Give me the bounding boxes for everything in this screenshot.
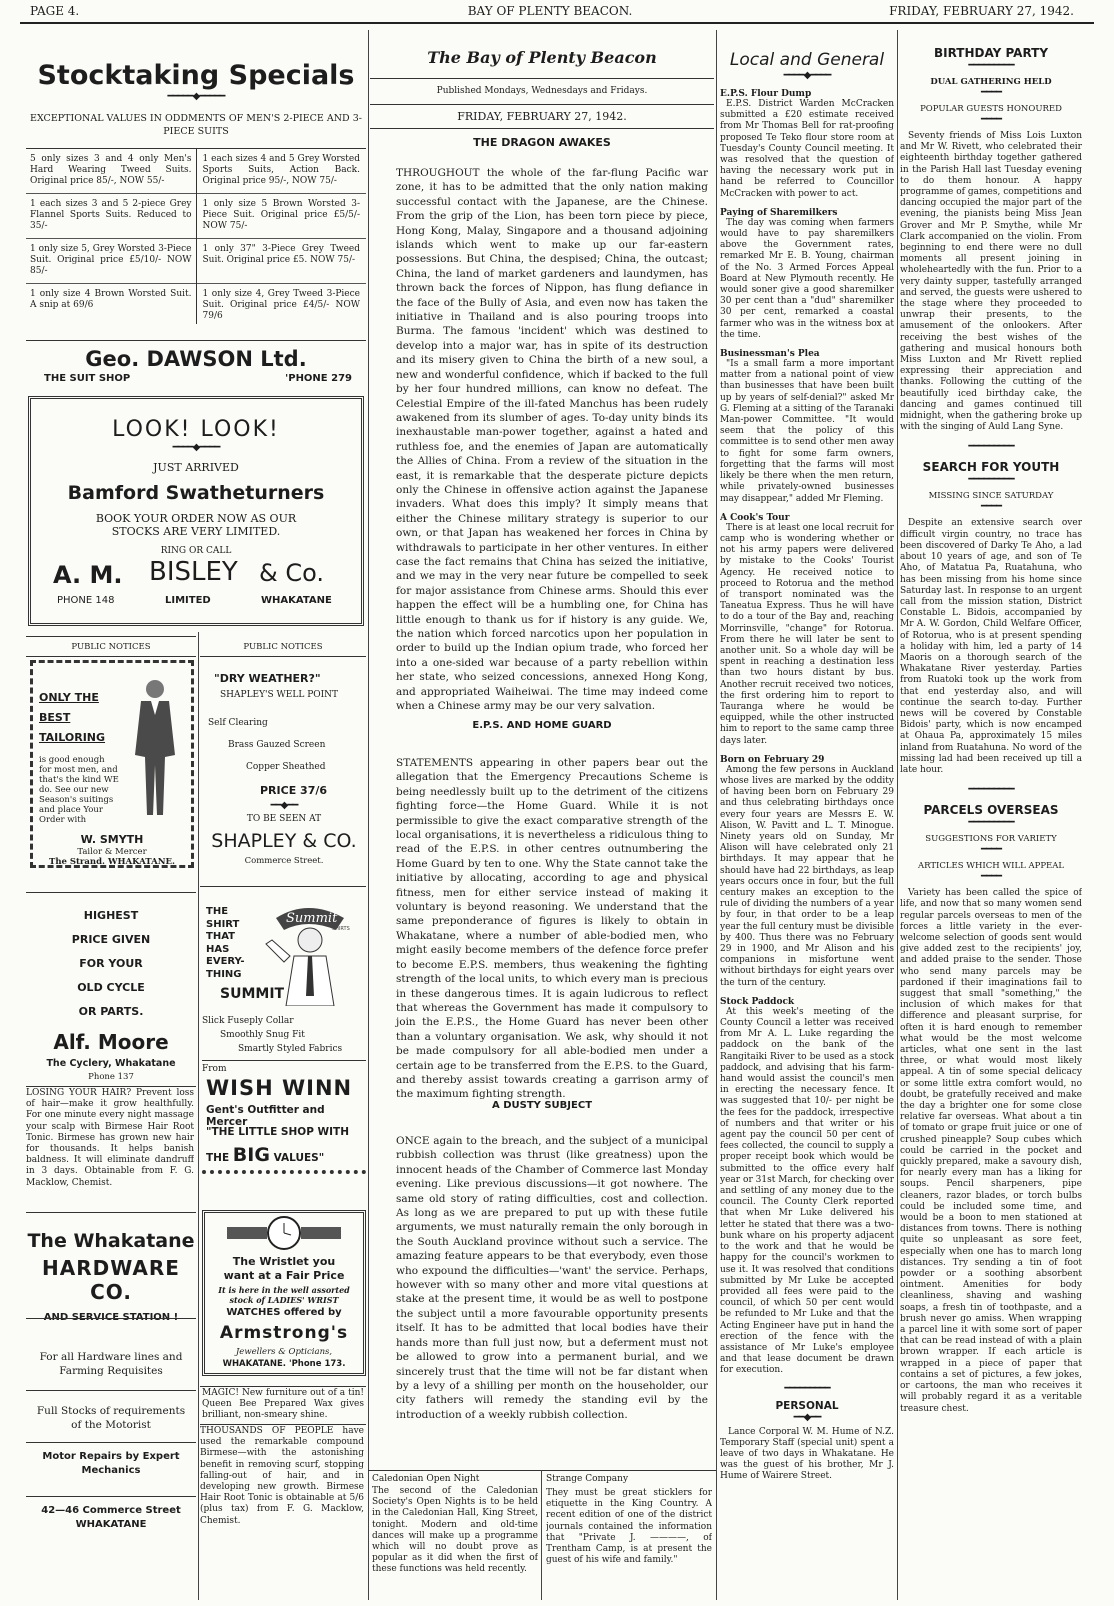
- eps-headline: E.P.S. AND HOME GUARD: [472, 720, 612, 731]
- armstrong-ad: [202, 1210, 366, 1376]
- parcels-title: PARCELS OVERSEAS: [923, 803, 1059, 818]
- slogan-word: THAT: [206, 931, 235, 942]
- summit-logo-text: Summit: [286, 911, 338, 926]
- shirt-feature: Smoothly Snug Fit: [220, 1030, 305, 1040]
- armstrong-town: WHAKATANE. 'Phone 173.: [222, 1359, 346, 1369]
- rule: [200, 1424, 366, 1425]
- local-item-head: A Cook's Tour: [720, 512, 790, 523]
- strange-title: Strange Company: [546, 1474, 629, 1484]
- rule: [370, 104, 714, 105]
- bisley-company: & Co.: [259, 559, 324, 587]
- dawson-block: [26, 340, 366, 390]
- moore-line: PRICE GIVEN: [71, 933, 151, 946]
- winn-slogan-2: [206, 1144, 324, 1166]
- search-sub: MISSING SINCE SATURDAY: [928, 491, 1054, 502]
- rule: [26, 892, 196, 893]
- slogan-word: THE: [206, 906, 229, 917]
- local-title: Local and General: [729, 50, 885, 70]
- armstrong-name: Armstrong's: [219, 1323, 349, 1343]
- column-rule: [198, 632, 199, 1600]
- ornament-divider: ━━━━━━━━━: [968, 474, 1014, 486]
- feature: Self Clearing: [208, 718, 268, 728]
- ornament-divider: ━━━━: [980, 871, 1002, 883]
- caledonian-title: Caledonian Open Night: [372, 1474, 480, 1484]
- rule: [200, 886, 366, 887]
- parcels-sub2: ARTICLES WHICH WILL APPEAL: [917, 861, 1065, 872]
- hardware-line-3: Motor Repairs by Expert Mechanics: [42, 1451, 180, 1476]
- rule: [26, 636, 196, 637]
- birmese-notice: THOUSANDS OF PEOPLE have used the remarkable compound Birmese—with the astonishing benefit in removing scurf, stopping falling-out of hair, and in developing new growth. Birmese Hair Root Tonic is obtainable at 5/6 (plus tax) from F. G. Macklow, Chemist.: [200, 1426, 364, 1526]
- well-point: SHAPLEY'S WELL POINT: [220, 690, 339, 700]
- winn-ad: [202, 890, 366, 1190]
- winn-values: VALUES": [273, 1152, 325, 1164]
- rule: [26, 1318, 196, 1319]
- local-item-body: E.P.S. District Warden McCracken submitted a £20 estimate received from Mr Thomas Bell for rat-proofing proposed Te Teko flour store room at Tuesday's County Council meeting. It was resolved that the question of having the necessary work put in hand be referred to Councillor McCracken with power to act.: [720, 99, 894, 199]
- tailored-man-illustration: [125, 675, 185, 825]
- feature: Brass Gauzed Screen: [228, 740, 326, 750]
- armstrong-line-3: It is here in the well assorted stock of LADIES' WRIST: [218, 1285, 350, 1305]
- hair-tonic-notice: LOSING YOUR HAIR? Prevent loss of hair—make it grow healthfully. For one minute every night massage your scalp with Birmese Hair Root Tonic. Birmese has grown new hair for thousands. It helps banish baldness. It will eliminate dandruff in 3 days. Obtainable from F. G. Macklow, Chemist.: [26, 1088, 194, 1188]
- column-rule: [368, 30, 369, 1600]
- slogan-word: EVERY-: [206, 956, 245, 967]
- just-arrived: JUST ARRIVED: [153, 461, 239, 474]
- local-item-body: "Is a small farm a more important matter from a national point of view than businesses that have been built up by years of self-denial?" asked Mr G. Fleming at a sitting of the Taranaki Man-power Committee. "It would seem that the policy of this committee is to send other men away to fight for some farm owners, forgetting that the farms will most likely be there when the men return, while privately-owned businesses may disappear," added Mr Fleming.: [720, 359, 894, 504]
- wristwatch-icon: [227, 1215, 341, 1251]
- bisley-initials: A. M.: [53, 561, 123, 589]
- list-item: 1 only 37" 3-Piece Grey Tweed Suit. Original price £5. NOW 75/-: [197, 239, 367, 284]
- strange-body: They must be great sticklers for etiquette in the King Country. A recent edition of one of the district journals contained the information that "Private J. ————, of Trentham Camp, is at present the guest of his wife and family.": [546, 1488, 712, 1566]
- dawson-tag: THE SUIT SHOP: [44, 373, 131, 384]
- ornament-divider: ━━━━: [980, 114, 1002, 125]
- winn-big: BIG: [232, 1144, 270, 1166]
- list-item: 1 only size 5 Brown Worsted 3-Piece Suit. Original price £5/5/- NOW 75/-: [197, 194, 367, 239]
- rule: [202, 1060, 366, 1061]
- editorial-column: [370, 34, 714, 1424]
- shirt-slogan: [206, 906, 244, 981]
- list-item: 5 only sizes 3 and 4 only Men's Hard Wearing Tweed Suits. Original price 85/-, NOW 55/-: [26, 149, 196, 194]
- moore-line: OLD CYCLE: [77, 981, 145, 994]
- moore-line: OR PARTS.: [78, 1005, 144, 1018]
- dawson-phone: 'PHONE 279: [285, 373, 352, 384]
- hardware-line-1: For all Hardware lines and Farming Requisites: [39, 1351, 183, 1377]
- rule: [26, 1086, 196, 1087]
- ring-or-call: RING OR CALL: [160, 546, 232, 556]
- winn-slogan-1: "THE LITTLE SHOP WITH: [206, 1126, 349, 1138]
- hardware-title-3: AND SERVICE STATION !: [43, 1312, 179, 1323]
- stocktaking-title: Stocktaking Specials: [37, 60, 355, 91]
- list-item: 1 only size 5, Grey Worsted 3-Piece Suit. Original price £5/10/- NOW 85/-: [26, 239, 196, 284]
- stocktaking-left-list: [26, 149, 197, 324]
- page-number: PAGE 4.: [30, 4, 80, 18]
- rule: [370, 128, 714, 129]
- only-the: ONLY THE: [39, 691, 99, 704]
- rule: [26, 1496, 196, 1497]
- personal-body: Lance Corporal W. M. Hume of N.Z. Temporary Staff (special unit) spent a leave of two days in Whakatane. He was the guest of his brother, Mr J. Hume of Wairere Street.: [720, 1426, 894, 1482]
- list-item: 1 each sizes 3 and 5 2-piece Grey Flannel Sports Suits. Reduced to 35/-: [26, 194, 196, 239]
- bisley-surname: BISLEY: [149, 557, 238, 587]
- local-item-head: Businessman's Plea: [720, 349, 820, 360]
- winn-trade: Gent's Outfitter and Mercer: [206, 1104, 325, 1128]
- bisley-phone: PHONE 148: [57, 595, 115, 606]
- search-body: Despite an extensive search over difficult virgin country, no trace has been discovered of Darky Te Aho, a lad about 10 years of age, and son of Te Aho, of Matatua Pa, Ruatahuna, who has been missing from his home since Saturday last. In response to an urgent call from the mission station, District Constable L. Bidois, accompanied by Mr A. W. Gordon, Child Welfare Officer, of Rotorua, who is at present spending a holiday with him, led a party of 14 Maoris on a thorough search of the Whakatane River yesterday. Parties from Ruatoki took up the work from that end yesterday also, and will continue the search to-day. Further news will be covered by Constable Bidois' party, which is now encamped at Ohaua Pa, approximately 15 miles inland from Ruatahuna. No word of the missing lad had been received up till a late hour.: [900, 518, 1082, 775]
- local-item-head: Born on February 29: [720, 754, 825, 765]
- armstrong-line-2: want at a Fair Price: [223, 1269, 345, 1282]
- shirt-feature: Smartly Styled Fabrics: [238, 1044, 343, 1054]
- bisley-name-c: [259, 559, 324, 587]
- local-item-head: Paying of Sharemilkers: [720, 207, 838, 218]
- smyth-name: W. SMYTH: [80, 833, 144, 846]
- parcels-body: Variety has been called the spice of life, and now that so many women send regular parcels overseas to men of the forces a little variety in the ever-welcome selection of goods sent would give added zest to the recipients' joy, and added praise to the sender. Those who send many parcels may be pardoned if their imaginations fail to suggest that small "something," the inclusion of which makes for that difference and pleasant surprise, for often it is hard enough to remember what would be the most welcome articles, what one sent in the last three, or what would most likely appeal. A tin of some special delicacy or some little extra comfort would, no doubt, be gratefully received and make the day a brighter one for some close relative far overseas. What about a tin of tomato or grape fruit juice or one of crushed pineapple? Soup cubes which could be carried in the pocket and quickly prepared, make a savoury dish, for nearly every man has a liking for soups. Pencil sharpeners, pipe cleaners, razor blades, or torch bulbs could be included some time, and would be a boon to men stationed at distances from towns. There is nothing quite so unpleasant as sore feet, especially when one has to march long distances. Try sending a tin of foot powder or a soothing absorbent ointment. Amenities for body cleanliness, shaving and washing soaps, a fresh tin of toothpaste, and a brush never go amiss. When wrapping a parcel line it with some sort of paper that can be read instead of with a plain brown wrapper. If each article is wrapped in a piece of paper that contains a set of pictures, a few jokes, or cartoons, the man who receives it will probably regard it as a veritable treasure chest.: [900, 888, 1082, 1414]
- header-rule: [20, 22, 1094, 24]
- ornament-divider: ━━━━: [980, 501, 1002, 513]
- local-item-body: At this week's meeting of the County Council a letter was received from Mr A. L. Luke regarding the paddock on the bank of the Rangitaiki River to be used as a stock paddock, and advising that his farm-hand would assist the council's men in erecting the necessary fence. It was suggested that 10/- per night be the fees for the paddock, irrespective of numbers and that writer or his agent pay the council 50 per cent of fees collected, the council to supply a proper receipt book which would be submitted to the office every half year or 31st March, for checking over and settling of any money due to the council. The County Clerk reported that when Mr Luke delivered his letter he stated that there was a two-bunk whare on his property adjacent to the work and that he would be happy for the council's workmen to use it. It was resolved that conditions submitted by Mr Luke be accepted provided all fees were paid to the council, of which 50 per cent would be refunded to Mr Luke and that the Acting Engineer have put in hand the erection of the fence with the assistance of Mr Luke's employee and that lease document be drawn for execution.: [720, 1006, 894, 1376]
- moore-name: Alf. Moore: [53, 1030, 169, 1054]
- shirt-feature: Slick Fuseply Collar: [202, 1016, 294, 1026]
- armstrong-trade: Jewellers & Opticians,: [235, 1347, 333, 1357]
- seen-at: TO BE SEEN AT: [246, 814, 322, 824]
- local-item-body: Among the few persons in Auckland whose lives are marked by the oddity of having been born on February 29 and thus celebrating birthdays once every four years are Messrs E. W. Alison, W. Pavitt and L. T. Minogue. Ninety years old on Sunday, Mr Alison will have celebrated only 21 birthdays. It may appear that he should have had 22 birthdays, as leap years occurs once in four, but the full century makes an exception to the rule of dividing the numbers of a year by four, in that order to be a leap year the full century must be divisible by 400. Thus there was no February 29 in 1900, and Mr Alison and his companions in misfortune went without birthdays for eight years over the turn of the century.: [720, 764, 894, 988]
- rule: [26, 1442, 196, 1443]
- parcels-sub1: SUGGESTIONS FOR VARIETY: [925, 834, 1057, 845]
- birthday-body: Seventy friends of Miss Lois Luxton and Mr W. Rivett, who celebrated their eighteenth birthday together gathered in the Parish Hall last Tuesday evening to do them honour. A happy programme of games, competitions and dancing occupied the major part of the evening, the pianists being Miss Jean Grover and Mr P. Smythe, while Mr Clark accompanied on the violin. From beginning to end there were no dull moments all present joining in wholeheartedly with the fun. Prior to a very dainty supper, tastefully arranged and served, the guests were ushered to the stage where they proceeded to unwrap their presents, to the amusement of the onlookers. After receiving the best wishes of the gathering and musical honours both Miss Luxton and Mr Rivett replied expressing their appreciation and thanks. Following the cutting of the beautifully iced birthday cake, the dancing and games continued till midnight, when the gathering broke up with the singing of Auld Lang Syne.: [900, 131, 1082, 433]
- stocktaking-ad: [26, 32, 366, 344]
- rule: [370, 78, 714, 79]
- feature: Copper Sheathed: [246, 762, 326, 772]
- product-name: Bamford Swatheturners: [67, 482, 325, 504]
- winn-from: From: [202, 1064, 227, 1074]
- dragon-headline: THE DRAGON AWAKES: [473, 136, 611, 149]
- strange-item: [546, 1474, 712, 1566]
- bisley-ad: [28, 396, 364, 626]
- birthday-sub2: POPULAR GUESTS HONOURED: [920, 104, 1062, 114]
- summit-word: SUMMIT: [220, 986, 285, 1002]
- ornament-divider: ━━━━━◆━━━━━: [167, 91, 225, 102]
- dragon-article: THROUGHOUT the whole of the far-flung Pacific war zone, it has to be admitted that the only nation making successful contact with the Japanese, are the Chinese. From the grip of the Lion, has been torn piece by piece, Hong Kong, Malay, Singapore and a thousand adjoining islands which went to make up our far-eastern possessions. But China, the despised; China, the outcast; China, the land of market gardeners and laundymen, has thrown back the forces of Nippon, has flung defiance in the face of the Bully of Asia, and even now has taken the initiative in Thailand and is also pouring troops into Burma. The famous 'incident' which was destined to develop into a major war, has in spite of its destruction and its misery given to China the birth of a new soul, a new and wonderful confidence, which if backed to the full by her four hundred millions, can know no defeat. The Celestial Empire of the ill-fated Manchus has been rudely awakened from its slumber of ages. To-day unity binds its inexhaustable man-power together, against a hated and ruthless foe, and the enemies of Japan are automatically the Allies of China. From a review of the situation in the east, it is remarkable that the desperate picture depicts only the Chinese in offensive action against the Japanese invaders. What does this imply? It simply means that either the Chinese military strategy is superior to our own, or that Japan has weakened her forces in China by withdrawals to participate in her other ventures. In either case the fact remains that China has seized the initiative, and we may in the very near future be compelled to seek for major assistance from Chinese arms. Should this ever happen the effect will be a humbling one, for China has little enough to thank us for if history is any guide. We, the nation which forced narcotics upon her population in order to build up the Indian opium trade, who forced her into a one-sided war because of a party rebellion within her state, who seized concessions, annexed Hong Kong, and appropriated Waiheiwai. The time may indeed come when a Chinese army may be our very salvation.: [396, 167, 708, 713]
- armstrong-line-4: WATCHES offered by: [226, 1307, 342, 1318]
- smyth-ad: [30, 660, 194, 868]
- eps-article: STATEMENTS appearing in other papers bear out the allegation that the Emergency Precautions Scheme is being needlessly built up to the detriment of the citizens fighting force—the Home Guard. While it is not permissible to give the exact comparative strength of the local organisations, it is nevertheless a ridiculous thing to read of the E.P.S. in other centres outnumbering the Home Guard by ten to one. Why the State cannot take the initiative by allocating, according to age and physical fitness, men for either service instead of making it voluntary is beyond reasoning. We understand that the same preponderance of figures is likely to obtain in Whakatane, where a number of able-bodied men, who might easily become members of the defence force prefer to become E.P.S. members, thus weakening the fighting strength of the local units, to which every man is precious in these dangerous times. It is again ludicrous to reflect that whereas the Government has made it compulsory to join the E.P.S., the Home Guard has never been other than a voluntary organisation. We ask, why should it not be made compulsory for all able-bodied men under a certain age to be transferred from the E.P.S. to the Guard, and thereby assist towards creating a garrison army of the maximum fighting strength.: [396, 757, 708, 1101]
- masthead: The Bay of Plenty Beacon: [427, 48, 657, 67]
- ornament-divider: ━━◆━━: [270, 800, 298, 811]
- caledonian-item: [372, 1474, 538, 1576]
- shapley-street: Commerce Street.: [244, 856, 324, 866]
- shirt-man-illustration: [254, 896, 362, 1006]
- hardware-line-4: 42—46 Commerce Street WHAKATANE: [41, 1505, 181, 1530]
- list-item: 1 each sizes 4 and 5 Grey Worsted Sports Suits, Action Back. Original price 95/-, NOW 75/-: [197, 149, 367, 194]
- slogan-word: HAS: [206, 943, 230, 955]
- ornament-divider: ━━━━━━━━━: [968, 441, 1014, 453]
- slogan-word: THING: [206, 968, 242, 980]
- editorial-date: FRIDAY, FEBRUARY 27, 1942.: [457, 110, 627, 123]
- order-notice: BOOK YOUR ORDER NOW AS OUR STOCKS ARE VERY LIMITED.: [95, 512, 297, 538]
- shapley-name: SHAPLEY & CO.: [211, 830, 357, 852]
- dawson-name: Geo. DAWSON Ltd.: [85, 347, 307, 371]
- ornament-divider: ━━━━◆━━━━: [783, 70, 831, 81]
- ornament-divider: ━━━━: [980, 844, 1002, 856]
- birthday-title: BIRTHDAY PARTY: [933, 46, 1049, 60]
- column-rule: [541, 1470, 542, 1600]
- local-item-head: E.P.S. Flour Dump: [720, 89, 812, 99]
- right-column: [900, 34, 1082, 1600]
- moore-ad: [26, 904, 196, 1024]
- smyth-trade: Tailor & Mercer: [77, 847, 147, 857]
- column-rule: [716, 30, 717, 1600]
- bisley-name-a: [53, 561, 123, 589]
- bisley-town: WHAKATANE: [261, 595, 332, 606]
- ornament-divider: ━━━━━━━━━: [784, 1382, 830, 1394]
- stocktaking-right-list: [197, 149, 367, 324]
- rule: [368, 1470, 716, 1471]
- moore-line: FOR YOUR: [79, 957, 143, 970]
- birthday-sub1: DUAL GATHERING HELD: [930, 77, 1052, 87]
- hardware-title-2: HARDWARE CO.: [42, 1256, 180, 1304]
- dry-weather: "DRY WEATHER?": [214, 672, 321, 685]
- caledonian-body: The second of the Caledonian Society's Open Nights is to be held in the Caledonian Hall, King Street, tonight. Modern and old-time dances will make up a programme which will no doubt prove as popular as it did when the first of these functions was held recently.: [372, 1486, 538, 1575]
- stocktaking-grid: [26, 148, 366, 324]
- local-general-column: [720, 34, 894, 1600]
- ornament-divider: ━━━━━━━━━: [968, 60, 1014, 71]
- stocktaking-subtitle: EXCEPTIONAL VALUES IN ODDMENTS OF MEN'S 2-PIECE AND 3-PIECE SUITS: [30, 113, 362, 137]
- shapley-ad: [202, 660, 366, 870]
- winn-the: THE: [206, 1152, 230, 1164]
- ornament-divider: ━━━━━━━━━: [968, 817, 1014, 829]
- local-item-body: The day was coming when farmers would have to pay sharemilkers above the Government rates, remarked Mr E. B. Young, chairman of the No. 3 Armed Forces Appeal Board at New Plymouth recently. He would soner give a good sharemilker 30 per cent than a "dud" sharemilker 30 per cent, remarked a coastal farmer who was in the witness box at the time.: [720, 217, 894, 340]
- search-title: SEARCH FOR YOUTH: [922, 460, 1060, 475]
- personal-title: PERSONAL: [775, 1399, 839, 1412]
- shapley-price: PRICE 37/6: [260, 784, 328, 797]
- published-line: Published Mondays, Wednesdays and Fridays.: [436, 86, 648, 96]
- magic-notice: MAGIC! New furniture out of a tin! Queen Bee Prepared Wax gives brilliant, non-smeary shine.: [202, 1388, 364, 1421]
- rule: [26, 1212, 196, 1213]
- smyth-body: is good enough for most men, and that's the kind WE do. See our new Season's suitings and place Your Order with: [39, 755, 119, 825]
- best: BEST: [39, 711, 71, 724]
- shirts-logo-text: SHIRTS: [332, 926, 350, 932]
- ornament-divider: ━━━━◆━━━━: [172, 442, 220, 453]
- dusty-article: ONCE again to the breach, and the subject of a municipal rubbish collection was thrust (like greatness) upon the innocent heads of the Chamber of Commerce last Monday evening. Like previous discussions—it got nowhere. The same old story of rating difficulties, cost and collection. As long as we are prepared to put up with these futile arguments, we must naturally remain the only borough in the South Auckland province without such a service. The amazing feature appears to be that everybody, even those who expound the difficulties—'want' the service. Perhaps, however with so many other and more vital questions at stake at the present time, it would be as well to postpone the subject until a more favourable opportunity presents itself. It has to be admitted that local bodies have their hands more than full just now, but a deferment must not be allowed to grow into a permanent burial, and we sincerely trust that the time will not be far distant when by a levy of a shilling per month on the householder, our city fathers will remedy the standing evil by the introduction of a weekly rubbish collection.: [396, 1135, 708, 1421]
- list-item: 1 only size 4, Grey Tweed 3-Piece Suit. Original price £4/5/- NOW 79/6: [202, 289, 360, 322]
- bisley-limited: LIMITED: [165, 595, 211, 606]
- hardware-title-1: The Whakatane: [27, 1230, 195, 1252]
- issue-date: FRIDAY, FEBRUARY 27, 1942.: [889, 4, 1074, 18]
- column-rule: [897, 30, 898, 1600]
- winn-name: WISH WINN: [206, 1076, 353, 1100]
- public-notices-heading: PUBLIC NOTICES: [243, 642, 323, 652]
- moore-shop: The Cyclery, Whakatane: [46, 1058, 176, 1069]
- dusty-headline: A DUSTY SUBJECT: [491, 1100, 593, 1111]
- rule: [200, 1386, 366, 1387]
- rule: [200, 656, 366, 657]
- bisley-name-b: [149, 557, 238, 587]
- rule: [26, 1390, 196, 1391]
- smyth-address: The Strand. WHAKATANE.: [49, 857, 175, 867]
- slogan-word: SHIRT: [206, 918, 240, 930]
- ornament-divider: ━━━━: [980, 87, 1002, 98]
- list-item: 1 only size 4 Brown Worsted Suit. A snip at 69/6: [30, 289, 192, 311]
- ornament-divider: ━━◆━━: [793, 1411, 821, 1423]
- local-item-body: There is at least one local recruit for camp who is wondering whether or not his army papers were delivered by mistake to the Cooks' Tourist Agency. He received notice to proceed to Rotorua and the method of transport nominated was the Taneatua Express. Thus he will have to do a tour of the Bay and, reaching Morrinsville, "change" for Rotorua. From there he will later be sent to another unit. So a whole day will be spent in reaching a destination less than two hours distant by bus. Another recruit received two notices, the first ordering him to report to Tauranga where he would be equipped, while the other instructed him to report to the same camp three days later.: [720, 522, 894, 746]
- moore-line: HIGHEST: [83, 909, 139, 922]
- ornament-divider: ━━━━━━━━━: [968, 784, 1014, 796]
- rule: [26, 656, 196, 657]
- armstrong-line-1: The Wristlet you: [232, 1255, 336, 1268]
- hardware-line-2: Full Stocks of requirements of the Motorist: [36, 1405, 186, 1431]
- hardware-ad: [26, 1216, 196, 1586]
- look-heading: LOOK! LOOK!: [112, 417, 280, 442]
- moore-phone: Phone 137: [88, 1072, 134, 1082]
- local-item-head: Stock Paddock: [720, 996, 795, 1007]
- winn-bottom-border: [202, 1170, 366, 1174]
- tailoring: TAILORING: [39, 731, 106, 744]
- public-notices-heading: PUBLIC NOTICES: [71, 642, 151, 652]
- paper-name: BAY OF PLENTY BEACON.: [467, 4, 633, 18]
